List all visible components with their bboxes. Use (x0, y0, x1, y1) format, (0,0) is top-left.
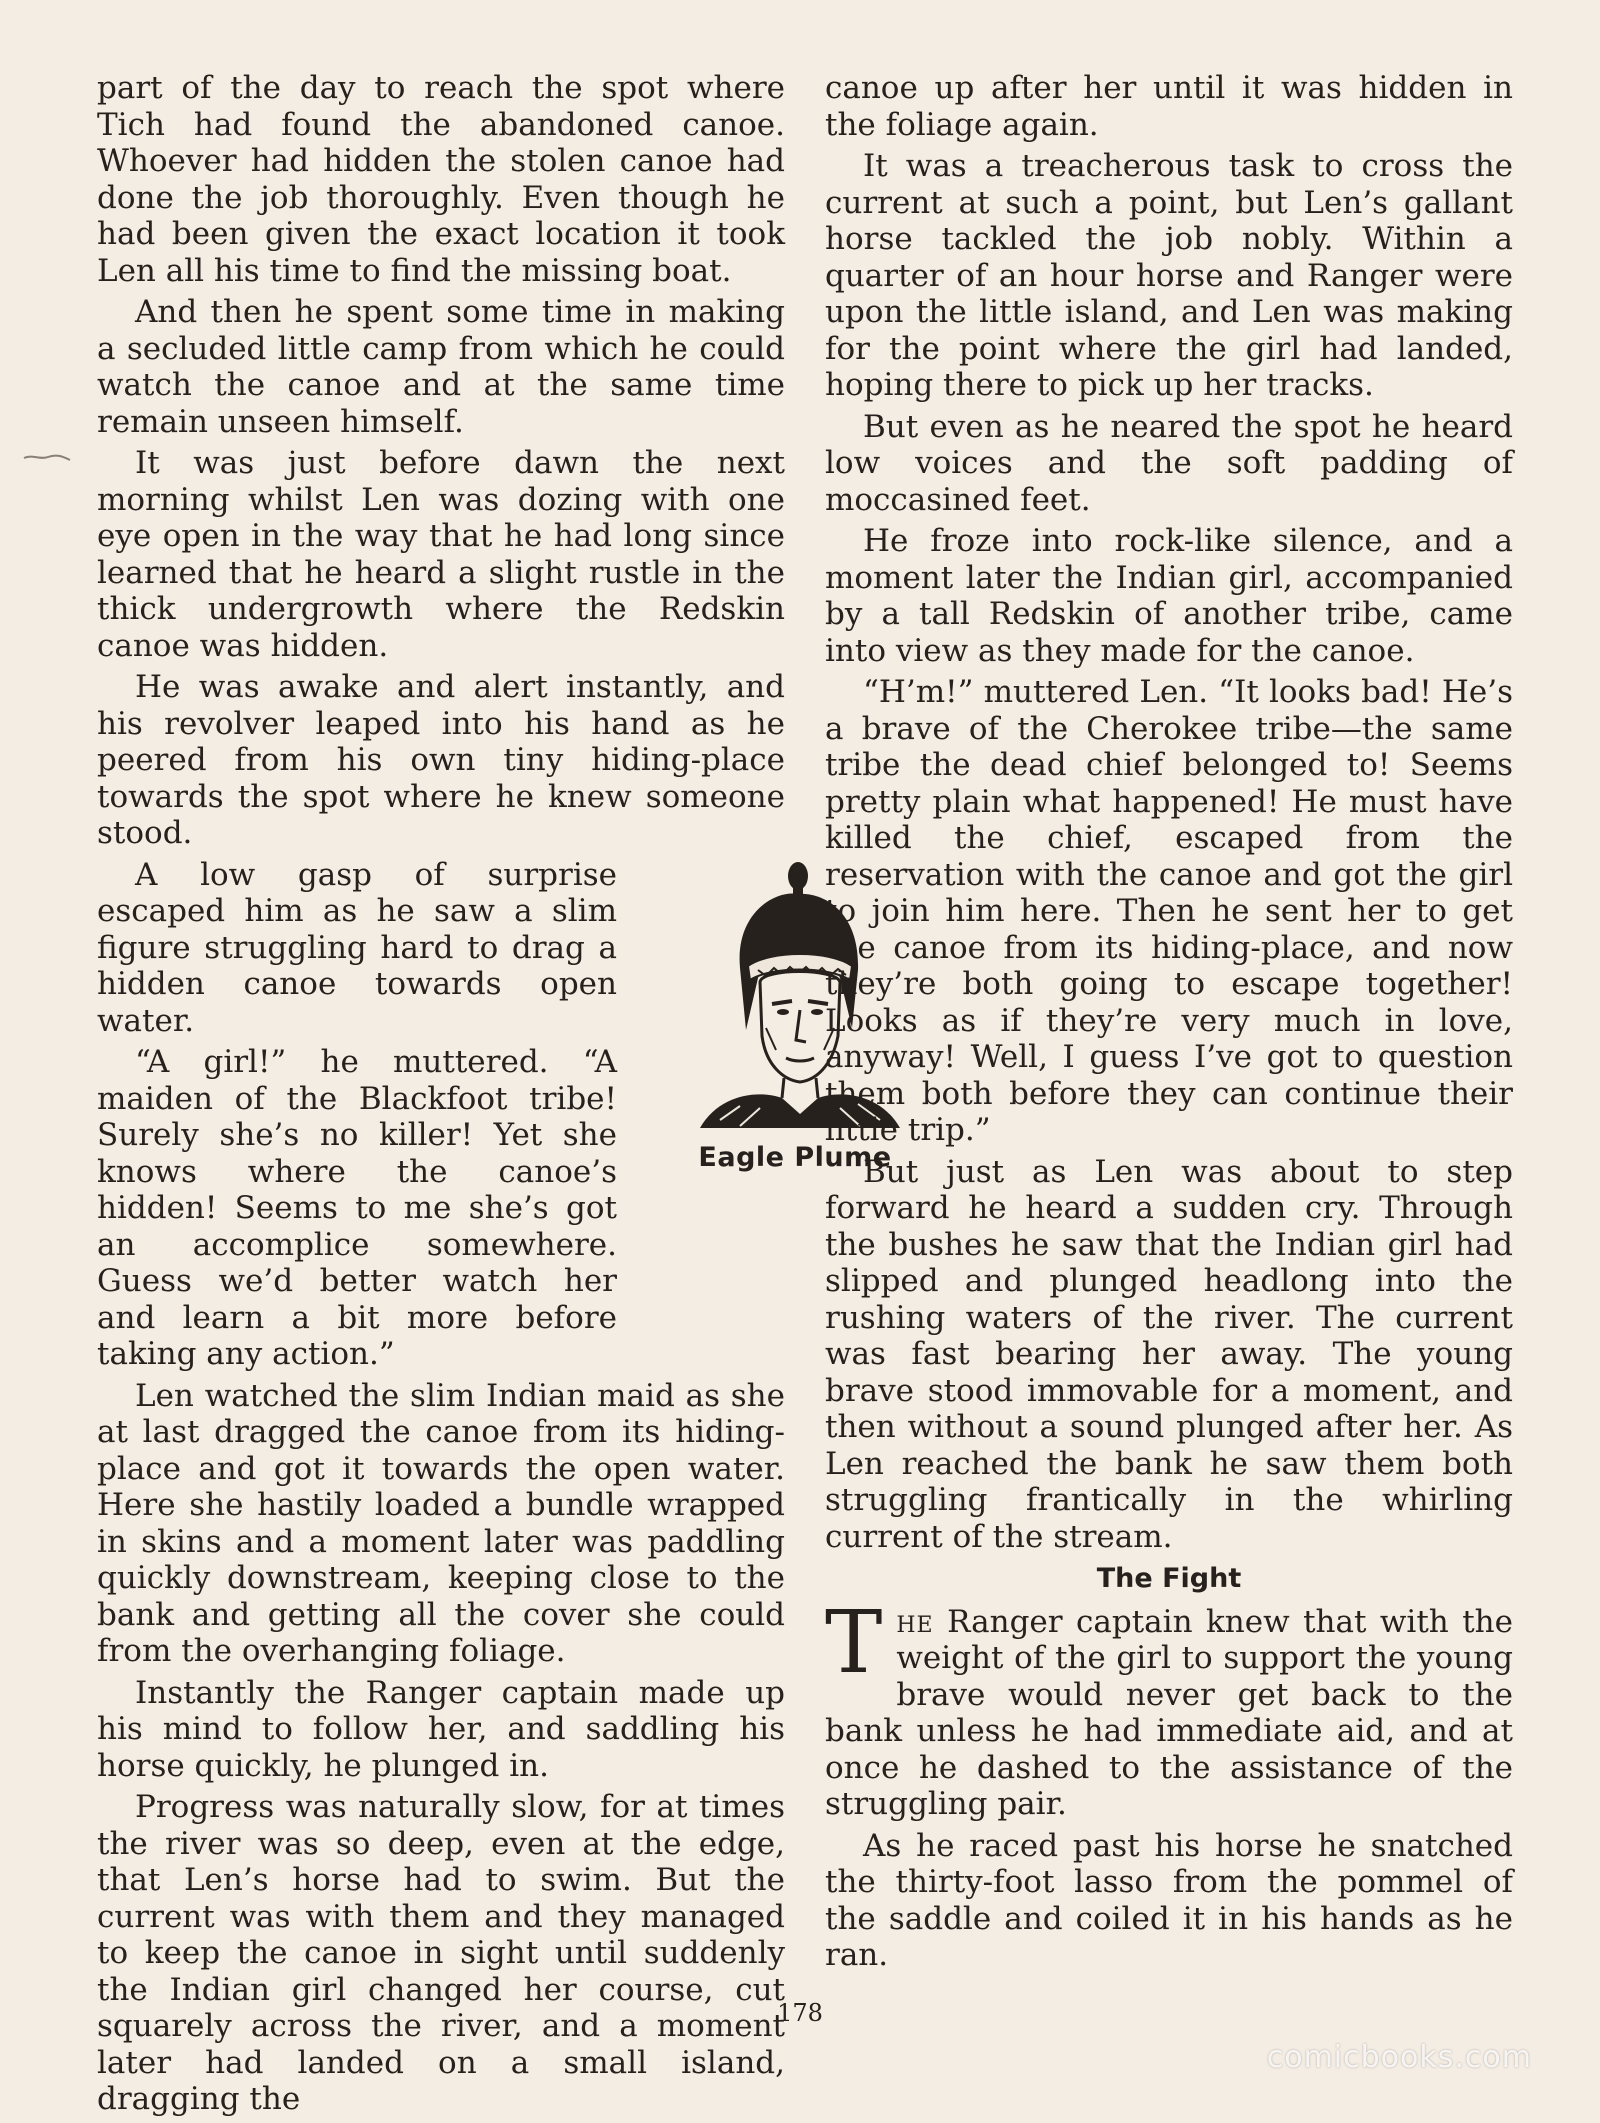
figure-caption: Eagle Plume (698, 1142, 892, 1173)
paragraph: As he raced past his horse he snatched the thirty-foot lasso from the pommel of the saddle and coiled it in his hands as he ran. (825, 1827, 1513, 1973)
paragraph: He was awake and alert instantly, and his revolver leaped into his hand as he peered from his own tiny hiding-place towards the spot where he knew someone stood. (97, 669, 785, 851)
paragraph: Progress was naturally slow, for at times the river was so deep, even at the edge, that Len’s horse had to swim. But the current was with them and they managed to keep the canoe in sight until suddenly the Indian girl changed her course, cut squarely across the river, and a moment later had landed on a small island, dragging the (97, 1789, 785, 2117)
wrap-region-right (825, 674, 1513, 1149)
paragraph: A low gasp of surprise escaped him as he saw a slim figure struggling hard to drag a hidden canoe towards open water. (97, 856, 617, 1039)
paragraph: “A girl!” he muttered. “A maiden of the Blackfoot tribe! Surely she’s no killer! Yet she knows where the canoe’s hidden! Seems to me she’s got an accomplice somewhere. Guess we’d better watch her and learn a bit more before taking any action.” (97, 1044, 617, 1372)
right-column (825, 70, 1513, 1979)
small-caps-lead: he (896, 1603, 934, 1640)
paragraph: It was a treacherous task to cross the current at such a point, but Len’s gallant horse tackled the job nobly. Within a quarter of an hour horse and Ranger were upon the little island, and Len was making for the point where the girl had landed, hoping there to pick up her tracks. (825, 148, 1513, 403)
paragraph: Instantly the Ranger captain made up his mind to follow her, and saddling his horse quickly, he plunged in. (97, 1674, 785, 1784)
drop-cap: T (825, 1592, 883, 1693)
paragraph: Len watched the slim Indian maid as she at last dragged the canoe from its hiding-place and got it towards the open water. Here she hastily loaded a bundle wrapped in skins and a moment later was paddling quickly downstream, keeping close to the bank and getting all the cover she could from the overhanging foliage. (97, 1377, 785, 1669)
paragraph: But just as Len was about to step forward he heard a sudden cry. Through the bushes he saw that the Indian girl had slipped and plunged headlong into the rushing waters of the river. The current was fast bearing her away. The young brave stood immovable for a moment, and then without a sound plunged after her. As Len reached the bank he saw them both struggling frantically in the whirling current of the stream. (825, 1153, 1513, 1555)
page-number: 178 (777, 1999, 823, 2027)
paragraph-text: Ranger captain knew that with the weight of the girl to support the young brave would never get back to the bank unless he had immediate aid, and at once he dashed to the assistance of the struggling pair. (825, 1603, 1513, 1822)
paragraph: And then he spent some time in making a secluded little camp from which he could watch the canoe and at the same time remain unseen himself. (97, 294, 785, 440)
paragraph: canoe up after her until it was hidden in the foliage again. (825, 70, 1513, 143)
watermark: comicbooks.com (1266, 2040, 1532, 2075)
paragraph-dropcap (825, 1592, 1513, 1823)
paragraph: “H’m!” muttered Len. “It looks bad! He’s a brave of the Cherokee tribe—the same tribe the dead chief belonged to! Seems pretty plain what happened! He must have killed the chief, escaped from the reservation with the canoe and got the girl to join him here. Then he sent her to get the canoe from its hiding-place, and now they’re both going to escape together! Looks as if they’re very much in love, anyway! Well, I guess I’ve got to question them both before they can continue their little trip.” (825, 674, 1513, 1148)
section-heading: The Fight (1096, 1563, 1242, 1594)
paragraph: part of the day to reach the spot where Tich had found the abandoned canoe. Whoever had hidden the stolen canoe had done the job thoroughly. Even though he had been given the exact location it took Len all his time to find the missing boat. (97, 70, 785, 289)
wrap-region-left (97, 857, 617, 1373)
paragraph: It was just before dawn the next morning whilst Len was dozing with one eye open in the way that he had long since learned that he heard a slight rustle in the thick undergrowth where the Redskin canoe was hidden. (97, 445, 785, 664)
margin-smudge (22, 448, 72, 468)
paragraph: But even as he neared the spot he heard low voices and the soft padding of moccasined feet. (825, 408, 1513, 518)
paragraph: He froze into rock-like silence, and a moment later the Indian girl, accompanied by a tall Redskin of another tribe, came into view as they made for the canoe. (825, 523, 1513, 669)
